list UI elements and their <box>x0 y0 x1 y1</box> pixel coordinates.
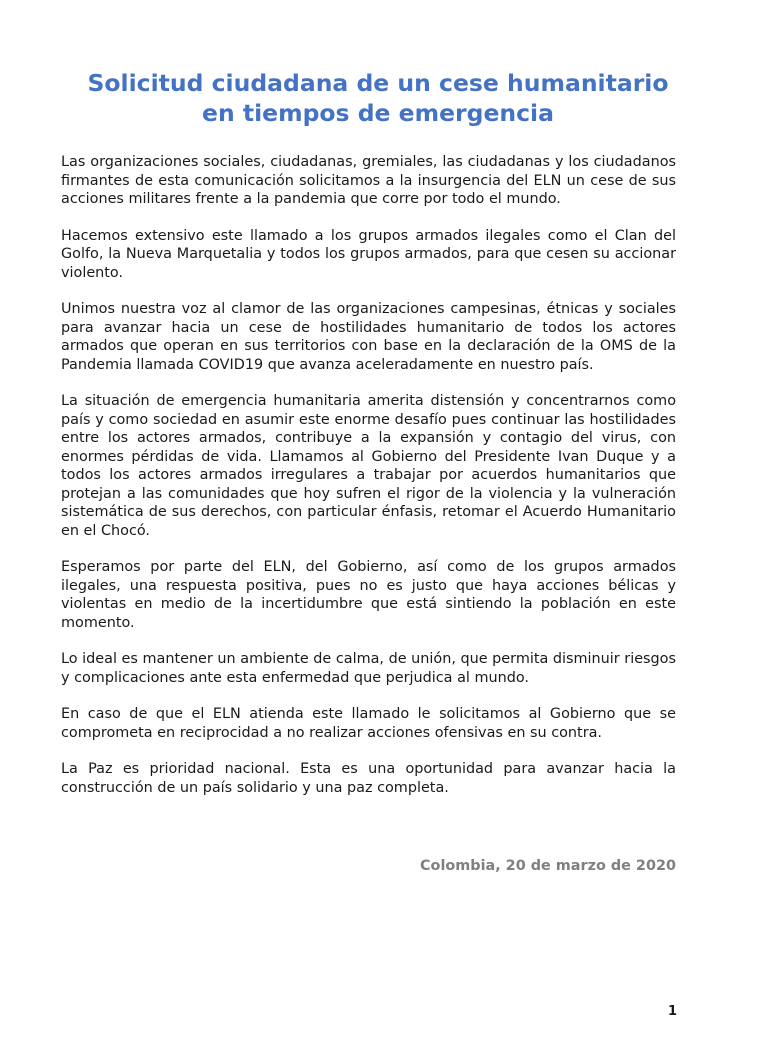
page-number: 1 <box>667 1004 677 1019</box>
document-body <box>61 153 676 815</box>
document-title <box>40 68 716 128</box>
paragraph: La situación de emergencia humanitaria amerita distensión y concentrarnos como país y como sociedad en asumir este enorme desafío pues continuar las hostilidades entre los actores armados, contribuye a la expansión y contagio del virus, con enormes pérdidas de vida. Llamamos al Gobierno del Presidente Ivan Duque y a todos los actores armados irregulares a trabajar por acuerdos humanitarios que protejan a las comunidades que hoy sufren el rigor de la violencia y la vulneración sistemática de sus derechos, con particular énfasis, retomar el Acuerdo Humanitario en el Chocó. <box>61 393 676 539</box>
paragraph: La Paz es prioridad nacional. Esta es una oportunidad para avanzar hacia la construcción de un país solidario y una paz completa. <box>61 761 676 796</box>
title-line-2: en tiempos de emergencia <box>202 99 554 127</box>
paragraph: Lo ideal es mantener un ambiente de calma, de unión, que permita disminuir riesgos y complicaciones ante esta enfermedad que perjudica al mundo. <box>61 651 676 686</box>
paragraph: Unimos nuestra voz al clamor de las organizaciones campesinas, étnicas y sociales para avanzar hacia un cese de hostilidades humanitario de todos los actores armados que operan en sus territorios con base en la declaración de la OMS de la Pandemia llamada COVID19 que avanza aceleradamente en nuestro país. <box>61 301 676 373</box>
paragraph: Las organizaciones sociales, ciudadanas, gremiales, las ciudadanas y los ciudadanos firmantes de esta comunicación solicitamos a la insurgencia del ELN un cese de sus acciones militares frente a la pandemia que corre por todo el mundo. <box>61 154 676 207</box>
signature-date: Colombia, 20 de marzo de 2020 <box>420 858 676 874</box>
paragraph: Hacemos extensivo este llamado a los grupos armados ilegales como el Clan del Golfo, la Nueva Marquetalia y todos los grupos armados, para que cesen su accionar violento. <box>61 227 676 281</box>
title-line-1: Solicitud ciudadana de un cese humanitario <box>87 69 669 97</box>
paragraph: Esperamos por parte del ELN, del Gobierno, así como de los grupos armados ilegales, una respuesta positiva, pues no es justo que haya acciones bélicas y violentas en medio de la incertidumbre que está sintiendo la población en este momento. <box>61 559 676 631</box>
paragraph: En caso de que el ELN atienda este llamado le solicitamos al Gobierno que se comprometa en reciprocidad a no realizar acciones ofensivas en su contra. <box>61 706 676 741</box>
